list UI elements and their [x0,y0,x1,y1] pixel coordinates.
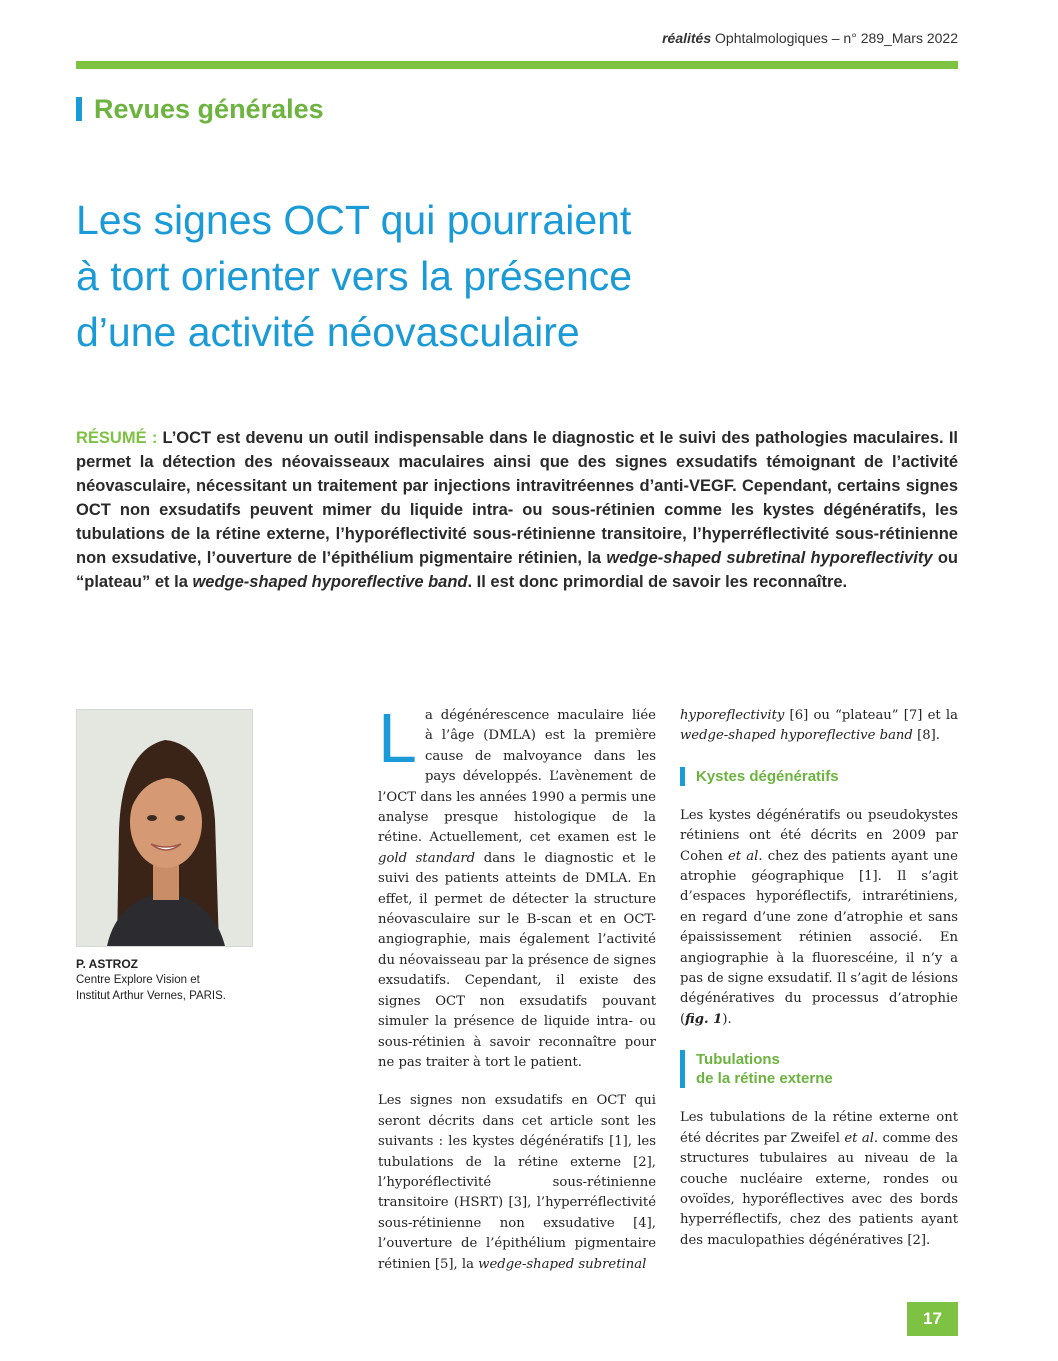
author-affiliation-1: Centre Explore Vision et [76,974,200,986]
paragraph-text: comme des structures tubulaires au niveau de la couche nucléaire externe, rondes ou ovoïdes, hyporéflectives avec des bords hyperréflectifs, chez des patients ayant des maculopathies dégénératives [2]. [680,1130,959,1248]
title-line-3: d’une activité néovasculaire [76,309,580,355]
title-line-2: à tort orienter vers la présence [76,253,633,299]
paragraph-italic: wedge-shaped subretinal [478,1256,647,1272]
paragraph-italic: et al. [728,848,763,864]
title-line-1: Les signes OCT qui pourraient [76,197,632,243]
paragraph-text: Les signes non exsudatifs en OCT qui seront décrits dans cet article sont les suivants : les kystes dégénératifs [1], les tubulations de la rétine externe [2], l’hyporéflectivité sous-rétinienne transitoire (HSRT) [3], l’hyperréflectivité sous-rétinienne non exsudative [4], l’ouverture de l’épithélium pigmentaire rétinien [5], la [378,1093,656,1272]
paragraph-text: Les kystes dégénératifs ou pseudokystes rétiniens ont été décrits en 2009 par Cohen [680,807,958,864]
portrait-illustration [77,710,252,946]
continued-paragraph [680,706,958,747]
figure-reference[interactable]: fig. 1 [685,1011,723,1027]
subheading-kystes [680,767,958,786]
abstract-text-2: ou “plateau” et la [76,549,958,591]
paragraph-italic: et al. [844,1130,879,1146]
author-name: P. ASTROZ [76,957,139,971]
abstract-text-1: L’OCT est devenu un outil indispensable dans le diagnostic et le suivi des pathologies maculaires. Il permet la détection des néovaisseaux maculaires ainsi que des signes exsudatifs témoignant de l’activité néovasculaire, nécessitant un traitement par injections intravitréennes d’anti-VEGF. Cependant, certains signes OCT non exsudatifs peuvent mimer du liquide intra- ou sous-rétinien comme les kystes dégénératifs, les tubulations de la rétine externe, l’hyporéflectivité sous-rétinienne transitoire, l’hyperréflectivité sous-rétinienne non exsudative, l’ouverture de l’épithélium pigmentaire rétinien, la [76,429,959,567]
paragraph-text: ). [722,1011,732,1027]
paragraph-italic: hyporeflectivity [680,708,785,723]
section-label: Revues générales [94,93,324,124]
abstract-italic-1: wedge-shaped subretinal hyporeflectivity [606,549,933,567]
abstract-text-3: . Il est donc primordial de savoir les reconnaître. [467,573,848,591]
body-column-2 [680,706,958,1269]
abstract-italic-2: wedge-shaped hyporeflective band [192,573,468,591]
author-block [76,956,276,1004]
subheading-text-line-2: de la rétine externe [696,1070,833,1088]
header-rule [76,61,958,69]
subheading-bar [680,767,685,786]
body-column-1 [378,699,656,1293]
paragraph-text: [8]. [912,728,940,744]
paragraph-italic: wedge-shaped hyporeflective band [680,728,913,744]
brand-name: réalités [662,30,712,46]
subheading-bar [680,1050,685,1088]
tubulations-paragraph [680,1108,958,1251]
drop-cap: L [378,699,417,777]
running-header [630,30,958,46]
publication-info: Ophtalmologiques – n° 289_Mars 2022 [715,30,958,46]
author-affiliation-2: Institut Arthur Vernes, PARIS. [76,990,226,1002]
kystes-paragraph [680,806,958,1030]
abstract [76,426,958,594]
signs-paragraph [378,1091,656,1275]
section-bar [76,97,82,121]
paragraph-text: dans le diagnostic et le suivi des patients atteints de DMLA. En effet, il permet de détecter la structure néovasculaire sur le B-scan et en OCT-angiographie, mais également l’activité du néovaisseau par la présence de signes exsudatifs. Cependant, il existe des signes OCT non exsudatifs pouvant simuler la présence de liquide intra- ou sous-rétinien à savoir reconnaître pour ne pas traiter à tort le patient. [378,850,656,1070]
subheading-tubulations [680,1050,958,1088]
intro-paragraph [378,699,656,1073]
paragraph-italic: gold standard [378,850,476,866]
paragraph-text: [6] ou “plateau” [7] et la [784,708,958,723]
subheading-text-line-1: Tubulations [696,1051,780,1069]
subheading-text: Kystes dégénératifs [696,767,839,785]
abstract-label: RÉSUMÉ : [76,429,158,447]
section-tag [76,92,324,126]
paragraph-text: a dégénérescence maculaire liée à l’âge (DMLA) est la première cause de malvoyance dans les pays développés. L’avènement de l’OCT dans les années 1990 a permis une analyse presque histologique de la rétine. Actuellement, cet examen est le [378,708,656,846]
author-photo [76,709,253,947]
page-number: 17 [907,1302,958,1336]
paragraph-text: Les tubulations de la rétine externe ont été décrites par Zweifel [680,1110,958,1146]
paragraph-text: chez des patients ayant une atrophie géographique [1]. Il s’agit d’espaces hyporéflectifs, intrarétiniens, en regard d’une zone d’atrophie et sans épaississement rétinien associé. En angiographie à la fluorescéine, il n’y a pas de signe exsudatif. Il s’agit de lésions dégénératives du processus d’atrophie ( [680,848,958,1027]
article-title [76,192,956,360]
